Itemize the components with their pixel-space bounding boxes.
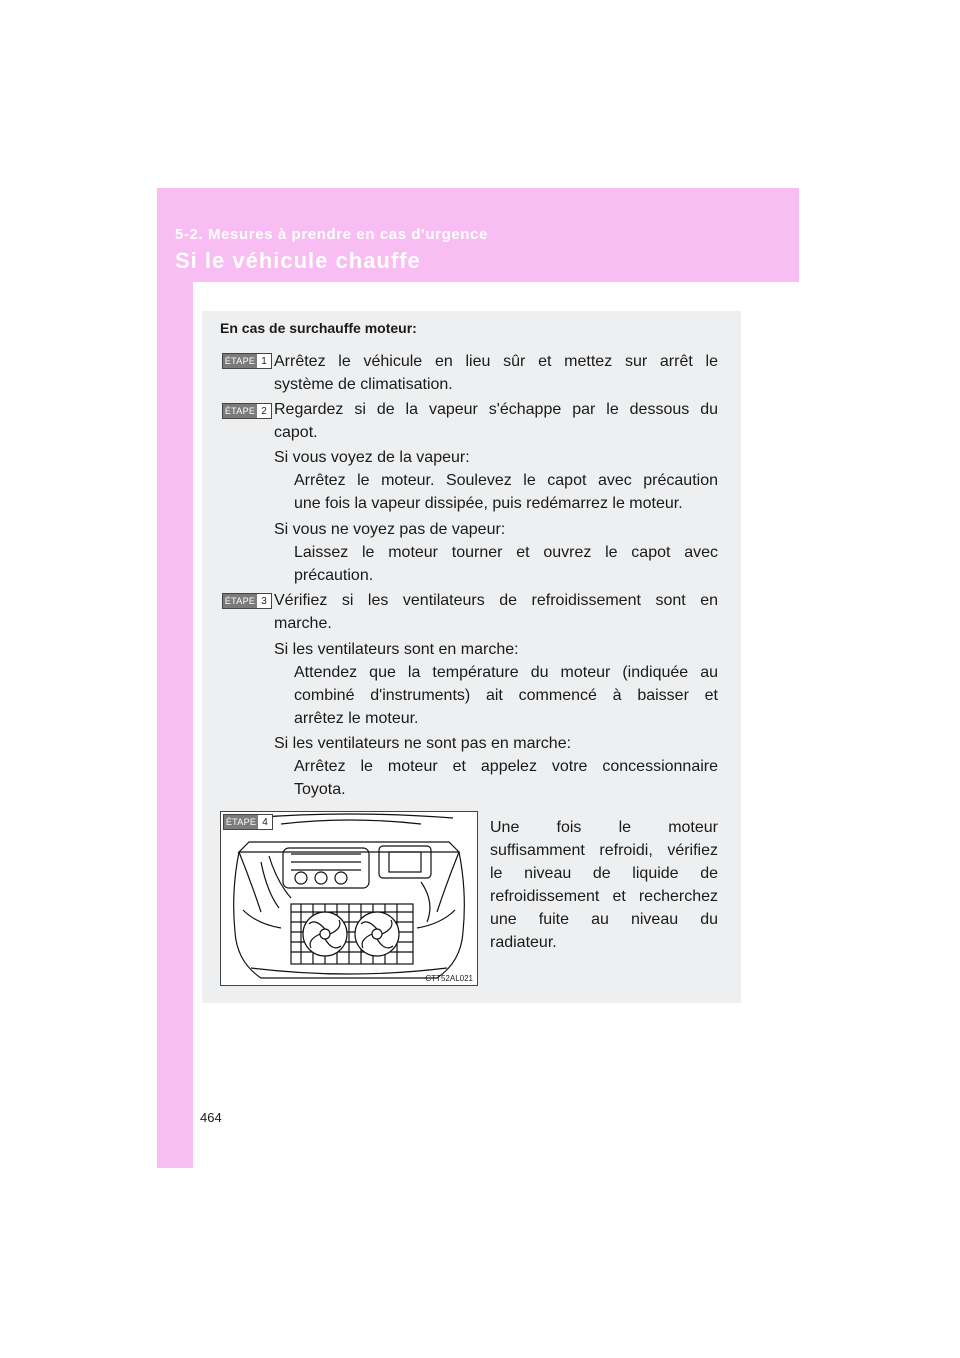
- step-number: 2: [261, 405, 267, 417]
- step-3-case-1-line-1: Attendez que la température du moteur (indiquée au: [294, 664, 718, 681]
- step-3-case-2-title: Si les ventilateurs ne sont pas en marche:: [274, 735, 572, 752]
- step-2-case-1-line-1: Arrêtez le moteur. Soulevez le capot avec précaution: [294, 472, 718, 489]
- step-1-line-2: système de climatisation.: [274, 376, 453, 393]
- step-word: ÉTAPE: [224, 356, 256, 366]
- step-3-case-1-line-3: arrêtez le moteur.: [294, 710, 419, 727]
- step-number: 3: [261, 595, 267, 607]
- step-badge-3: [222, 593, 272, 609]
- step-2-case-1-title: Si vous voyez de la vapeur:: [274, 449, 470, 466]
- panel-heading: En cas de surchauffe moteur:: [220, 320, 417, 336]
- step-3-case-2-line-2: Toyota.: [294, 781, 346, 798]
- step-4-line-2: suffisamment refroidi, vérifiez: [490, 842, 718, 859]
- step-4-line-3: le niveau de liquide de: [490, 865, 718, 882]
- page-number: 464: [200, 1110, 222, 1125]
- step-3-line-1: Vérifiez si les ventilateurs de refroidissement sont en: [274, 592, 718, 609]
- step-3-case-1-line-2: combiné d'instruments) ait commencé à baisser et: [294, 687, 718, 704]
- step-2-line-2: capot.: [274, 424, 318, 441]
- step-number: 1: [261, 355, 267, 367]
- step-badge-4: [223, 814, 273, 830]
- step-4-line-5: une fuite au niveau du: [490, 911, 718, 928]
- step-2-case-2-line-2: précaution.: [294, 567, 374, 584]
- step-2-case-1-line-2: une fois la vapeur dissipée, puis redémarrez le moteur.: [294, 495, 683, 512]
- chapter-side-strip: [157, 188, 193, 1168]
- page-title: Si le véhicule chauffe: [175, 248, 421, 273]
- figure-code: CTT52AL021: [425, 974, 473, 983]
- step-2-line-1: Regardez si de la vapeur s'échappe par le dessous du: [274, 401, 718, 418]
- section-header: [157, 188, 799, 282]
- step-1-line-1: Arrêtez le véhicule en lieu sûr et mettez sur arrêt le: [274, 353, 718, 370]
- step-4-line-6: radiateur.: [490, 934, 557, 951]
- step-word: ÉTAPE: [224, 596, 256, 606]
- step-2-case-2-title: Si vous ne voyez pas de vapeur:: [274, 521, 506, 538]
- section-label: 5-2. Mesures à prendre en cas d'urgence: [175, 226, 488, 243]
- step-word: ÉTAPE: [225, 817, 257, 827]
- step-2-case-2-line-1: Laissez le moteur tourner et ouvrez le capot avec: [294, 544, 718, 561]
- step-3-line-2: marche.: [274, 615, 332, 632]
- step-3-case-1-title: Si les ventilateurs sont en marche:: [274, 641, 519, 658]
- step-4-line-1: Une fois le moteur: [490, 819, 718, 836]
- car-front-open-hood-drawing: [221, 812, 477, 985]
- step-badge-1: [222, 353, 272, 369]
- step-badge-2: [222, 403, 272, 419]
- step-number: 4: [262, 816, 268, 828]
- step-word: ÉTAPE: [224, 406, 256, 416]
- step-4-line-4: refroidissement et recherchez: [490, 888, 718, 905]
- engine-bay-illustration: [220, 811, 478, 986]
- procedure-panel: [202, 311, 741, 1003]
- step-3-case-2-line-1: Arrêtez le moteur et appelez votre concessionnaire: [294, 758, 718, 775]
